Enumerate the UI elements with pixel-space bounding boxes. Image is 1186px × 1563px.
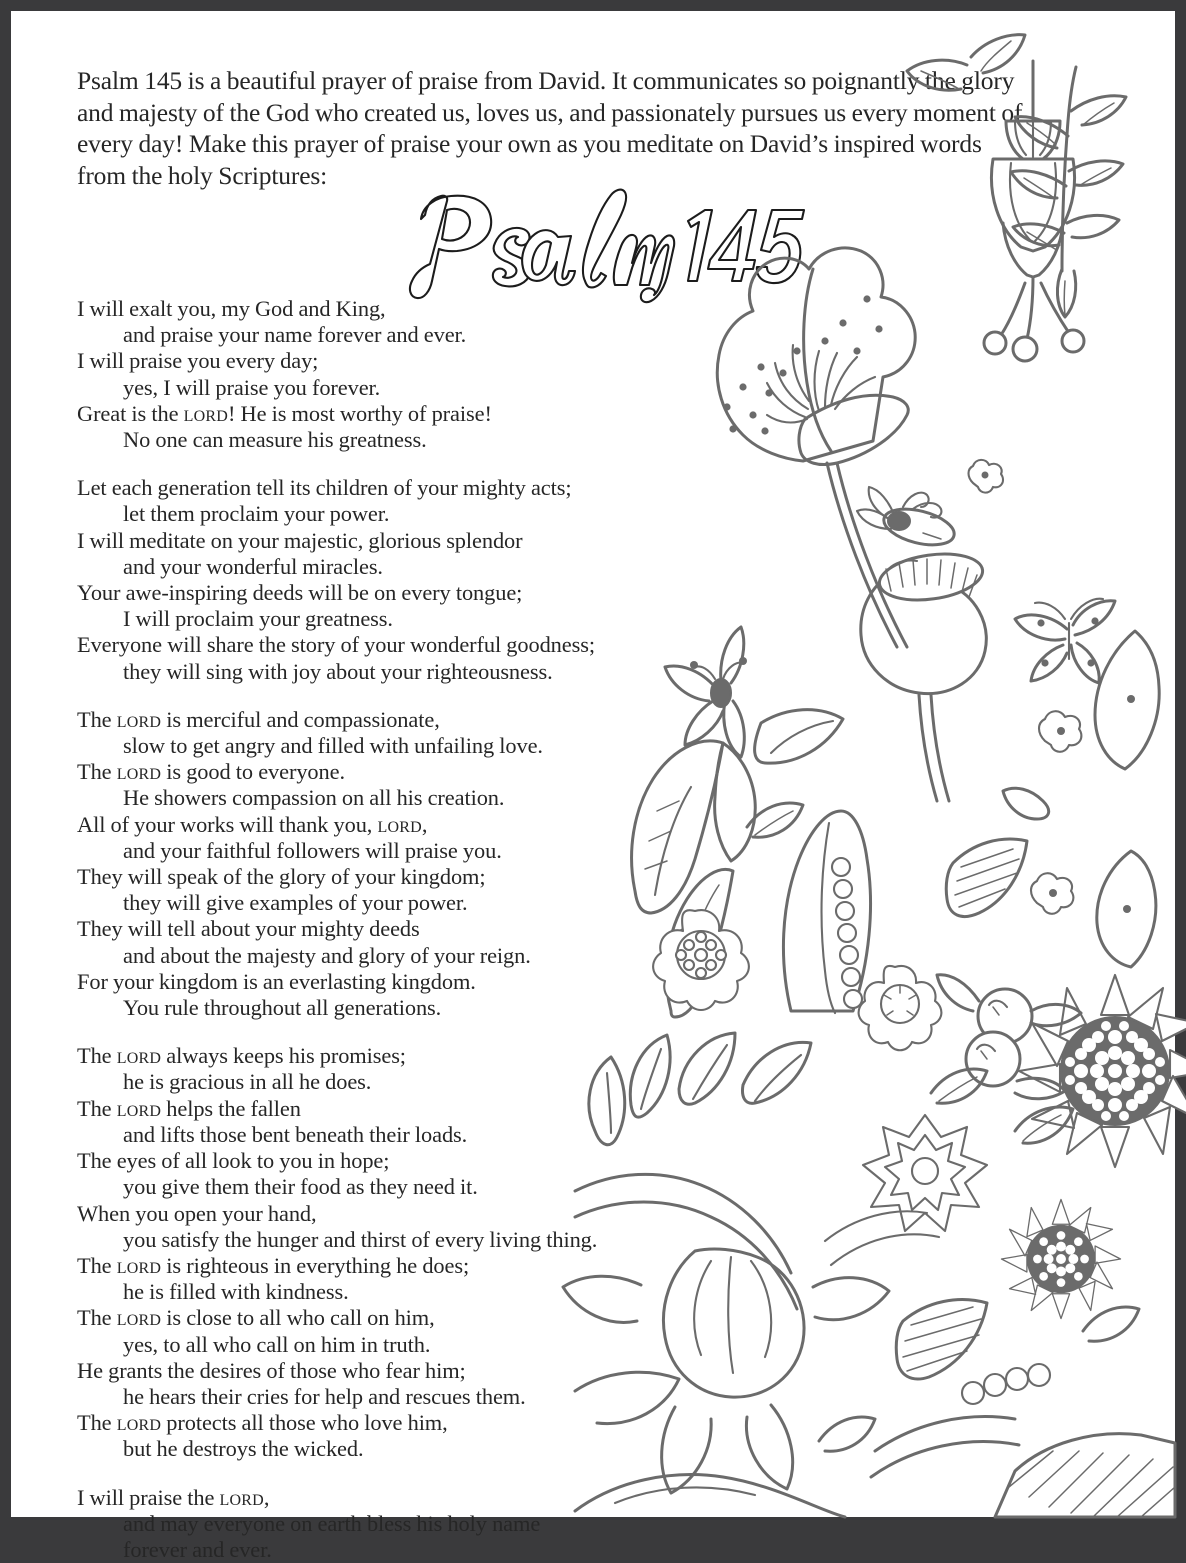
small-blossom-icon (1039, 711, 1081, 752)
scripture-stanza (77, 1485, 622, 1563)
scripture-line: Your awe-inspiring deeds will be on every tongue; (77, 580, 523, 606)
small-blossom-icon (1031, 873, 1073, 914)
scripture-line: they will give examples of your power. (123, 890, 468, 916)
striped-leaf-icon (995, 1434, 1175, 1517)
line-text-after: , (421, 811, 428, 837)
scripture-line: No one can measure his greatness. (123, 427, 427, 453)
divine-name-smallcaps: lord (116, 1043, 162, 1069)
leaves-group (1003, 631, 1159, 967)
scripture-stanza (77, 296, 622, 453)
line-text-before: I will praise the (77, 1484, 220, 1510)
scripture-line: forever and ever. (123, 1536, 272, 1562)
line-text-before: The (77, 1410, 117, 1436)
scripture-line: When you open your hand, (77, 1200, 317, 1226)
scripture-line: I will exalt you, my God and King, (77, 296, 386, 321)
scripture-line (77, 812, 622, 838)
scripture-line (77, 707, 622, 733)
scripture-line: You rule throughout all generations. (123, 995, 442, 1021)
scripture-line (77, 1485, 622, 1511)
line-text-before: The (77, 1305, 117, 1331)
scripture-line: he is filled with kindness. (123, 1279, 349, 1305)
scripture-line: I will meditate on your majestic, glorious splendor (77, 527, 523, 553)
scripture-line: he is gracious in all he does. (123, 1069, 372, 1095)
line-text-after: is good to everyone. (161, 759, 345, 785)
leafy-branch-icon (1011, 67, 1126, 317)
scripture-line: He showers compassion on all his creation. (123, 785, 505, 811)
line-text-after: protects all those who love him, (161, 1410, 448, 1436)
petal-fan (589, 1033, 811, 1145)
daisy-icon (859, 966, 942, 1050)
scripture-line: I will praise you every day; (77, 348, 319, 374)
line-text-after: helps the fallen (161, 1095, 301, 1121)
line-text-after: is merciful and compassionate, (161, 706, 440, 732)
line-text-before: The (77, 1043, 117, 1069)
scripture-line (77, 401, 622, 427)
scripture-line: and may everyone on earth bless his holy name (123, 1510, 541, 1536)
scripture-line: let them proclaim your power. (123, 501, 390, 527)
scripture-line: but he destroys the wicked. (123, 1436, 364, 1462)
scripture-stanza (77, 707, 622, 1021)
scripture-line: The eyes of all look to you in hope; (77, 1148, 390, 1174)
scripture-line: For your kingdom is an everlasting kingdom. (77, 968, 476, 994)
line-text-before: All of your works will thank you, (77, 811, 378, 837)
scripture-line (77, 759, 622, 785)
scripture-line: and your faithful followers will praise you. (123, 837, 502, 863)
line-text-after: always keeps his promises; (161, 1043, 406, 1069)
daisy-icon (653, 910, 749, 1010)
small-blossom-icon (969, 460, 1004, 493)
divine-name-smallcaps: lord (116, 1252, 162, 1278)
line-text-after: is close to all who call on him, (161, 1305, 435, 1331)
divine-name-smallcaps: lord (183, 400, 228, 426)
line-text-after: ! He is most worthy of praise! (227, 400, 492, 426)
poppy-seed-pod-icon (857, 487, 986, 801)
scripture-stanza (77, 475, 622, 685)
scripture-line: he hears their cries for help and rescues them. (123, 1383, 526, 1409)
line-text-after: is righteous in everything he does; (161, 1252, 470, 1278)
scripture-line: they will sing with joy about your righteousness. (123, 658, 553, 684)
divine-name-smallcaps: lord (116, 706, 162, 732)
divine-name-smallcaps: lord (116, 759, 162, 785)
scripture-line: They will speak of the glory of your kingdom; (77, 864, 486, 890)
line-text-before: The (77, 1252, 117, 1278)
striped-leaf-icon (896, 1300, 987, 1379)
scripture-line: They will tell about your mighty deeds (77, 916, 420, 942)
scripture-line: Everyone will share the story of your wonderful goodness; (77, 632, 595, 658)
scripture-line: I will proclaim your greatness. (123, 606, 393, 632)
scripture-line: you give them their food as they need it. (123, 1174, 478, 1200)
line-text-before: The (77, 1095, 117, 1121)
intro-paragraph: Psalm 145 is a beautiful prayer of praise from David. It communicates so poignantly the glory and majesty of the God who created us, loves us, and passionately pursues us every moment of every day! Make this prayer of praise your own as you meditate on David’s inspired words from the holy Scriptures: (77, 66, 1023, 190)
large-bloom-icon (563, 1249, 889, 1493)
scripture-line: yes, to all who call on him in truth. (123, 1331, 431, 1357)
line-text-before: Great is the (77, 400, 184, 426)
striped-leaf-icon (946, 839, 1027, 916)
document-page (11, 11, 1175, 1562)
scripture-line (77, 1253, 622, 1279)
divine-name-smallcaps: lord (116, 1095, 162, 1121)
scripture-line (77, 1410, 622, 1436)
butterfly-icon (1015, 599, 1115, 683)
divine-name-smallcaps: lord (116, 1410, 162, 1436)
scripture-line: you satisfy the hunger and thirst of every living thing. (123, 1226, 598, 1252)
sunflower-icon (1019, 975, 1186, 1167)
line-text-before: The (77, 759, 117, 785)
scripture-stanza (77, 1043, 622, 1462)
scripture-line: and about the majesty and glory of your reign. (123, 942, 531, 968)
scripture-line (77, 1305, 622, 1331)
scripture-line: slow to get angry and filled with unfailing love. (123, 733, 543, 759)
divine-name-smallcaps: lord (219, 1484, 264, 1510)
sunflower-icon (1001, 1199, 1120, 1318)
divine-name-smallcaps: lord (116, 1305, 162, 1331)
scripture-text (77, 296, 622, 1563)
line-text-before: The (77, 706, 117, 732)
scripture-line (77, 1096, 622, 1122)
scripture-line: and praise your name forever and ever. (123, 322, 467, 348)
scripture-line: Let each generation tell its children of your mighty acts; (77, 475, 572, 501)
divine-name-smallcaps: lord (377, 811, 422, 837)
scripture-line (77, 1043, 622, 1069)
scripture-line: and your wonderful miracles. (123, 553, 383, 579)
bee-icon (857, 487, 958, 551)
scripture-line: He grants the desires of those who fear him; (77, 1357, 466, 1383)
line-text-after: , (263, 1484, 270, 1510)
floral-line-art-illustration (575, 11, 1175, 1517)
butterfly-icon (665, 627, 747, 757)
scripture-line: yes, I will praise you forever. (123, 374, 381, 400)
scripture-line: and lifts those bent beneath their loads. (123, 1121, 468, 1147)
